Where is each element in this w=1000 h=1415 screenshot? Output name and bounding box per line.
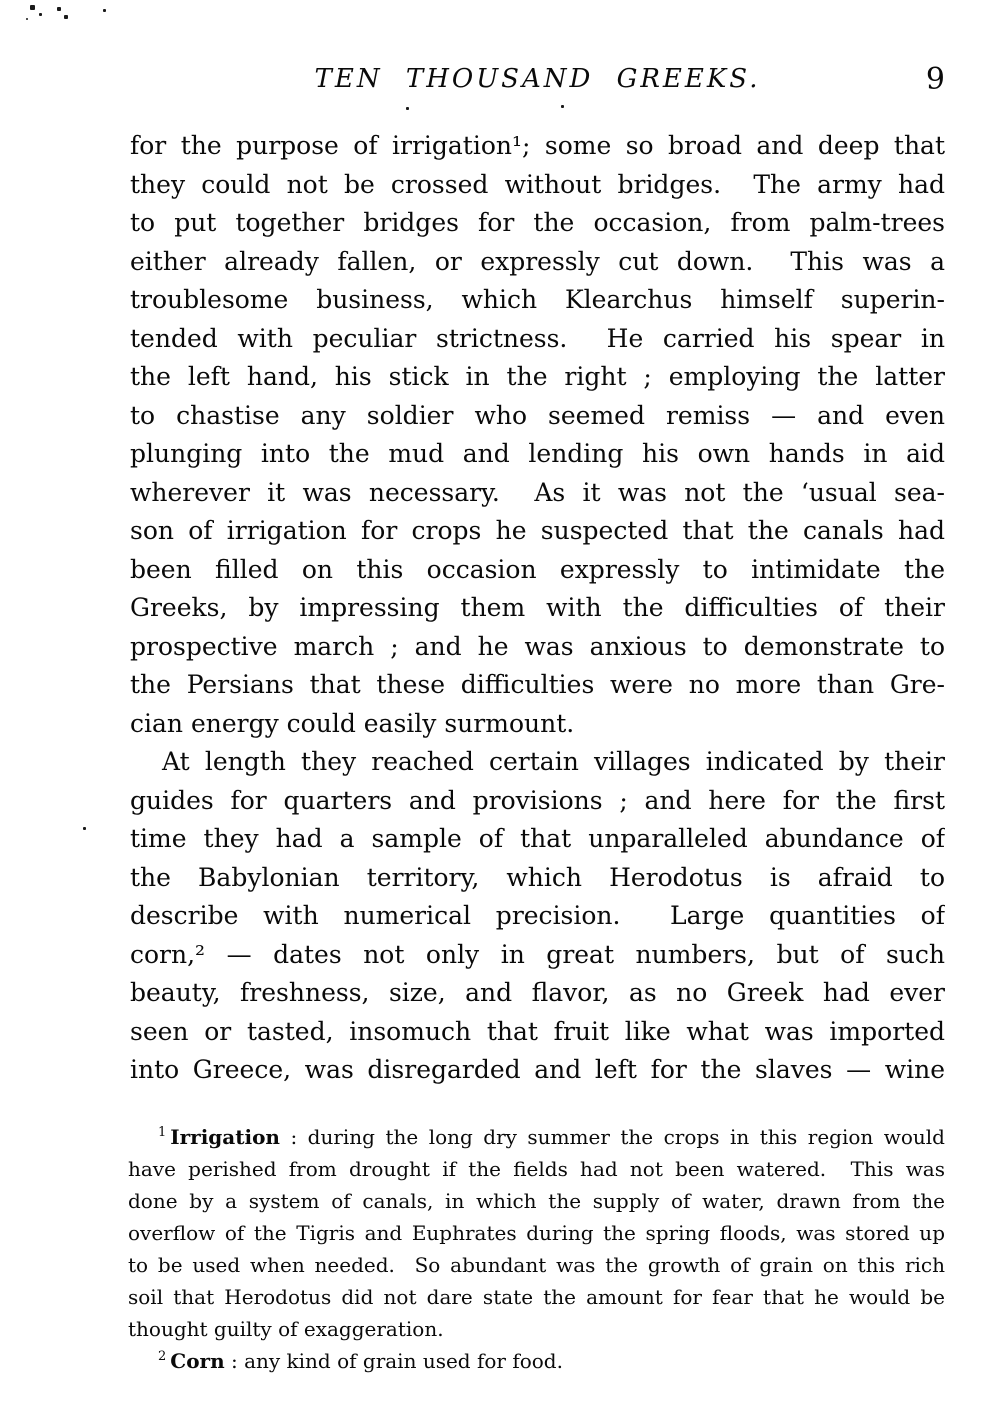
body-text xyxy=(130,127,945,1090)
footnote-marker: 1 xyxy=(158,1125,167,1141)
footnotes xyxy=(128,1121,945,1377)
footnote-line: overflow of the Tigris and Euphrates during the spring floods, was stored up xyxy=(128,1221,945,1245)
footnote-marker: 2 xyxy=(158,1349,167,1365)
running-head-title: TEN THOUSAND GREEKS. xyxy=(314,64,761,94)
text-line: they could not be crossed without bridges. The army had xyxy=(130,169,945,199)
footnote-line: thought guilty of exaggeration. xyxy=(128,1317,444,1341)
footnote xyxy=(128,1121,945,1345)
footnote xyxy=(128,1345,945,1377)
text-line: the left hand, his stick in the right ; employing the latter xyxy=(130,362,945,391)
scan-artifact-dot xyxy=(30,5,35,10)
text-line: seen or tasted, insomuch that fruit like what was imported xyxy=(130,1016,945,1046)
text-line: corn,² — dates not only in great numbers, but of such xyxy=(130,939,945,969)
text-line: Greeks, by impressing them with the difficulties of their xyxy=(130,593,945,622)
scan-artifact-dot xyxy=(57,7,61,11)
text-line: describe with numerical precision. Large quantities of xyxy=(130,901,945,930)
footnote-term: Corn xyxy=(170,1349,225,1373)
footnote-first-line xyxy=(128,1345,945,1377)
footnote-term: Irrigation xyxy=(170,1125,280,1149)
text-line: beauty, freshness, size, and flavor, as no Greek had ever xyxy=(130,978,945,1007)
text-line: been filled on this occasion expressly to intimidate the xyxy=(130,554,945,584)
text-line: the Babylonian territory, which Herodotus is afraid to xyxy=(130,862,945,892)
text-line: the Persians that these difficulties were no more than Gre- xyxy=(130,670,945,699)
text-line: prospective march ; and he was anxious to demonstrate to xyxy=(130,631,945,661)
scan-artifact-dot xyxy=(561,105,564,108)
text-line: either already fallen, or expressly cut down. This was a xyxy=(130,246,945,276)
text-line: for the purpose of irrigation¹; some so broad and deep that xyxy=(130,131,945,160)
text-line: son of irrigation for crops he suspected that the canals had xyxy=(130,516,945,545)
footnote-line: have perished from drought if the fields had not been watered. This was xyxy=(128,1157,945,1181)
scan-artifact-dot xyxy=(39,13,42,16)
text-line: guides for quarters and provisions ; and here for the first xyxy=(130,785,945,815)
text-line: to put together bridges for the occasion, from palm-trees xyxy=(130,208,945,237)
text-line: into Greece, was disregarded and left for the slaves — wine xyxy=(130,1055,945,1084)
page-number: 9 xyxy=(925,62,945,97)
footnote-first-line xyxy=(128,1121,945,1153)
page-header xyxy=(130,64,945,100)
footnote-text: : any kind of grain used for food. xyxy=(224,1349,563,1373)
footnote-line: done by a system of canals, in which the supply of water, drawn from the xyxy=(128,1189,945,1213)
text-line: to chastise any soldier who seemed remiss — and even xyxy=(130,400,945,430)
text-line: time they had a sample of that unparalleled abundance of xyxy=(130,824,945,853)
text-line: tended with peculiar strictness. He carried his spear in xyxy=(130,323,945,353)
text-line: troublesome business, which Klearchus himself superin- xyxy=(130,285,945,314)
scan-artifact-dot xyxy=(64,15,68,19)
scan-artifact-dot xyxy=(406,107,409,110)
paragraph xyxy=(130,743,945,1090)
footnote-text: : during the long dry summer the crops in this region would xyxy=(279,1125,945,1149)
scan-artifact-dot xyxy=(83,827,86,830)
footnote-line: soil that Herodotus did not dare state the amount for fear that he would be xyxy=(128,1285,945,1309)
text-line: wherever it was necessary. As it was not the ‘usual sea- xyxy=(130,477,945,507)
text-line: At length they reached certain villages indicated by their xyxy=(162,747,945,776)
footnote-line: to be used when needed. So abundant was the growth of grain on this rich xyxy=(128,1253,945,1277)
text-line: plunging into the mud and lending his own hands in aid xyxy=(130,439,945,468)
paragraph xyxy=(130,127,945,743)
text-line: cian energy could easily surmount. xyxy=(130,708,575,738)
scan-artifact-dot xyxy=(103,9,106,12)
scan-artifact-dot xyxy=(26,18,28,20)
